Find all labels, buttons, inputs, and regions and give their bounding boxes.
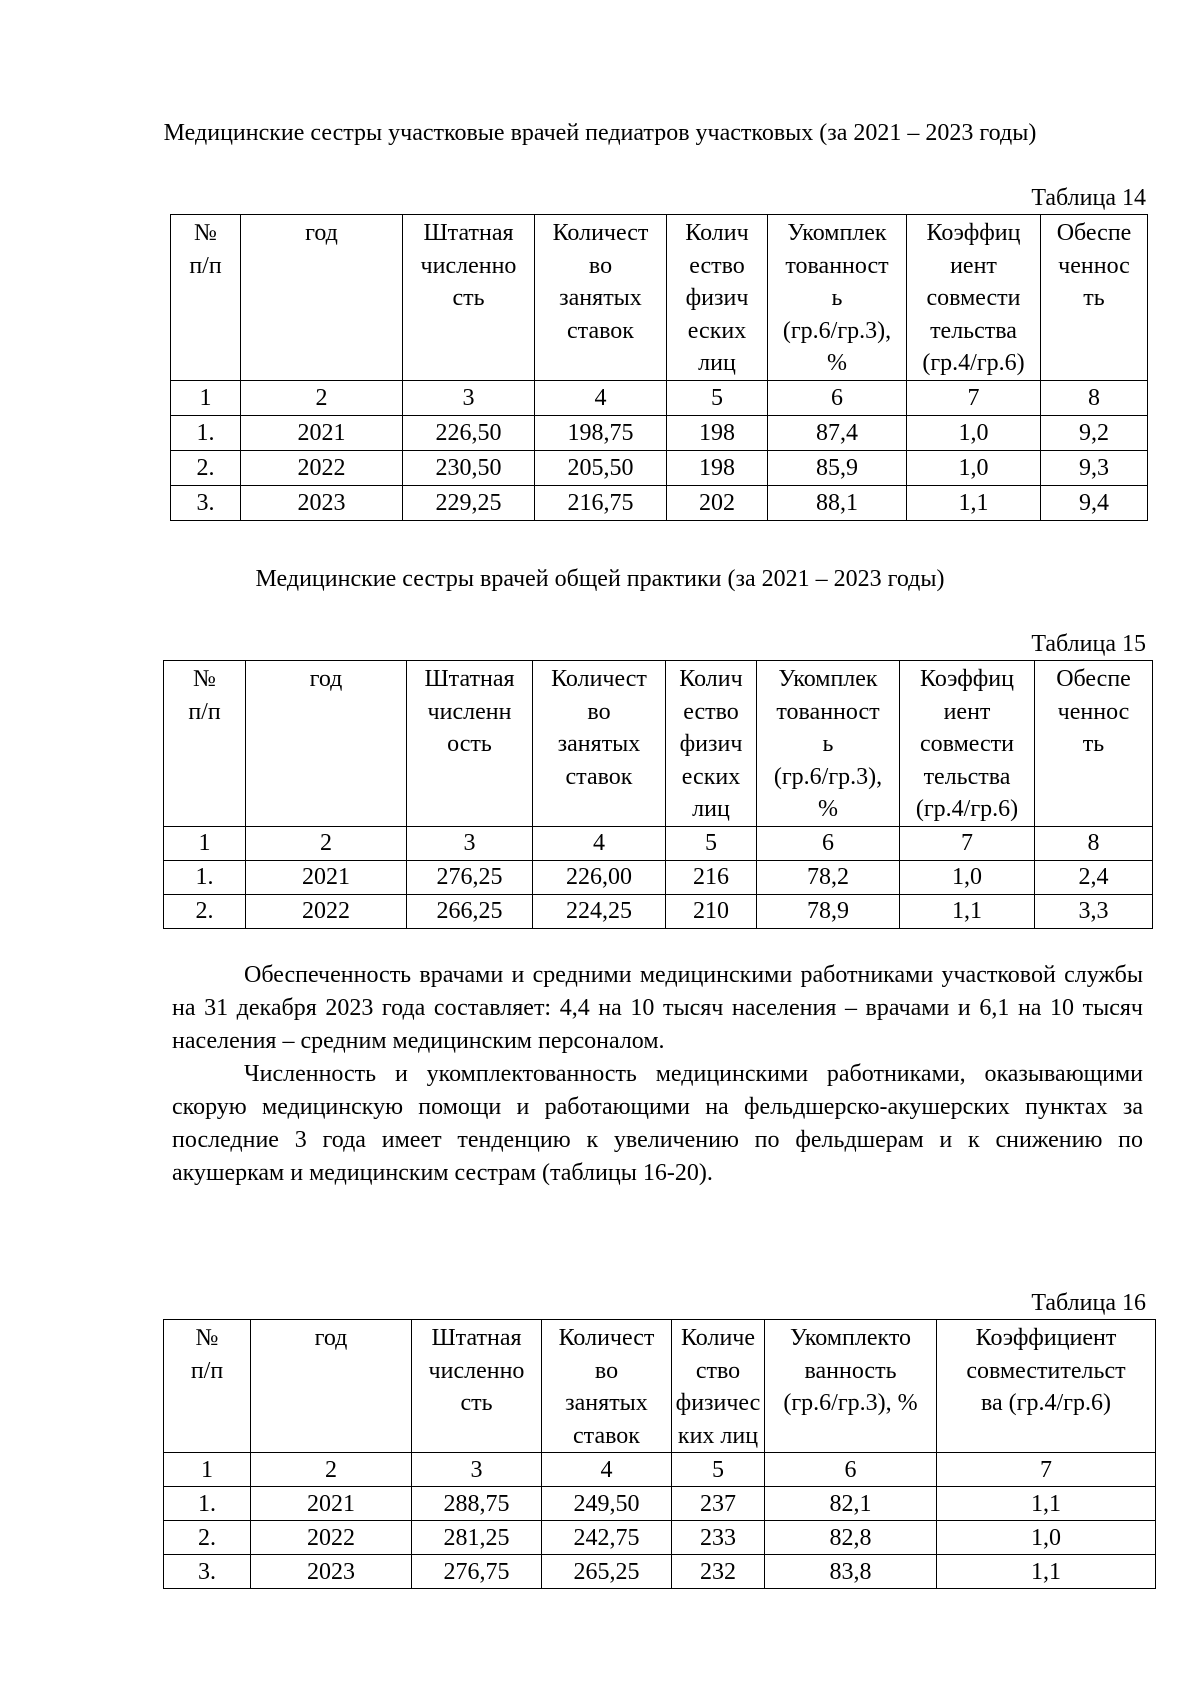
table-15-label: Таблица 15 bbox=[1031, 631, 1146, 657]
table-cell: 9,2 bbox=[1041, 415, 1148, 450]
table-cell: 2021 bbox=[246, 860, 407, 894]
table-cell: 237 bbox=[672, 1487, 765, 1521]
table-cell: 9,3 bbox=[1041, 450, 1148, 485]
column-header-line: Коэффициент bbox=[975, 1325, 1117, 1351]
column-number: 1 bbox=[164, 1453, 251, 1487]
table-cell: 82,8 bbox=[765, 1521, 937, 1555]
paragraph: Численность и укомплектованность медицинскими работниками, оказывающими скорую медицинскую помощи и работающими на фельдшерско-акушерских пунктах за последние 3 года имеет тенденцию к увеличению по фельдшерам и к снижению по акушеркам и медицинским сестрам (таблицы 16-20). bbox=[172, 1061, 1143, 1186]
column-header-line: ь bbox=[822, 731, 834, 757]
table-cell: 1. bbox=[164, 1487, 251, 1521]
table-row bbox=[164, 1487, 1156, 1521]
column-header-line: ченнос bbox=[1057, 698, 1130, 725]
table-row bbox=[164, 1521, 1156, 1555]
column-header-line: тованност bbox=[776, 698, 880, 725]
column-header-line: Укомплекто bbox=[789, 1325, 912, 1351]
table-cell: 1,0 bbox=[900, 860, 1035, 894]
table-cell: 216 bbox=[666, 860, 757, 894]
column-header-line: (гр.6/гр.3), bbox=[773, 763, 883, 790]
column-header-line: п/п bbox=[188, 698, 221, 725]
table-cell: 205,50 bbox=[535, 450, 667, 485]
column-number: 6 bbox=[757, 826, 900, 860]
header-row bbox=[171, 215, 1148, 381]
table-cell: 233 bbox=[672, 1521, 765, 1555]
table-cell: 1,1 bbox=[937, 1555, 1156, 1589]
table-cell: 266,25 bbox=[407, 894, 533, 928]
table-cell: 216,75 bbox=[535, 485, 667, 520]
table-cell: 88,1 bbox=[768, 485, 907, 520]
column-header bbox=[412, 1320, 542, 1453]
column-header-line: Укомплек bbox=[787, 220, 887, 246]
column-header-line: численно bbox=[420, 252, 517, 279]
table-cell: 242,75 bbox=[542, 1521, 672, 1555]
column-header bbox=[171, 215, 241, 381]
table-cell: 249,50 bbox=[542, 1487, 672, 1521]
table-cell: 1,0 bbox=[907, 415, 1041, 450]
table-row bbox=[171, 450, 1148, 485]
column-header-line: Количест bbox=[551, 666, 647, 692]
column-header-line: тованност bbox=[785, 252, 889, 279]
table-cell: 224,25 bbox=[533, 894, 666, 928]
column-header bbox=[937, 1320, 1156, 1453]
column-header-line: ких лиц bbox=[677, 1422, 759, 1449]
header-row bbox=[164, 1320, 1156, 1453]
column-header-line: Коэффиц bbox=[926, 220, 1021, 246]
table-cell: 87,4 bbox=[768, 415, 907, 450]
column-number: 3 bbox=[403, 380, 535, 415]
column-header-line: физичес bbox=[675, 1390, 761, 1416]
table-cell: 276,75 bbox=[412, 1555, 542, 1589]
header-row bbox=[164, 661, 1153, 827]
column-header bbox=[666, 661, 757, 827]
column-header-line: % bbox=[818, 796, 838, 822]
column-header-line: (гр.6/гр.3), % bbox=[783, 1390, 918, 1416]
column-header-line: Количест bbox=[552, 220, 649, 246]
column-header-line: ставок bbox=[573, 1422, 640, 1449]
column-header-line: ставок bbox=[565, 763, 633, 790]
column-header bbox=[533, 661, 666, 827]
table-cell: 2022 bbox=[241, 450, 403, 485]
column-header-line: во bbox=[594, 1357, 619, 1384]
column-header-line: % bbox=[827, 350, 847, 376]
table-cell: 276,25 bbox=[407, 860, 533, 894]
table-row bbox=[164, 894, 1153, 928]
column-header-line: ество bbox=[683, 698, 739, 725]
table-cell: 78,2 bbox=[757, 860, 900, 894]
column-number: 3 bbox=[407, 826, 533, 860]
table-cell: 83,8 bbox=[765, 1555, 937, 1589]
column-number: 1 bbox=[171, 380, 241, 415]
table-cell: 198 bbox=[667, 415, 768, 450]
column-number: 7 bbox=[907, 380, 1041, 415]
table-cell: 2. bbox=[171, 450, 241, 485]
table-15 bbox=[163, 660, 1153, 929]
column-number: 7 bbox=[900, 826, 1035, 860]
column-number: 5 bbox=[666, 826, 757, 860]
column-header-line: численн bbox=[427, 698, 512, 725]
column-header-line: Количе bbox=[680, 1325, 756, 1351]
column-header-line: № bbox=[194, 220, 217, 246]
column-number: 1 bbox=[164, 826, 246, 860]
column-header-line: иент bbox=[943, 698, 991, 725]
column-header bbox=[542, 1320, 672, 1453]
table-16 bbox=[163, 1319, 1156, 1589]
column-header-line: ь bbox=[831, 285, 843, 311]
table-cell: 288,75 bbox=[412, 1487, 542, 1521]
table-cell: 229,25 bbox=[403, 485, 535, 520]
column-header bbox=[246, 661, 407, 827]
column-header-line: Укомплек bbox=[778, 666, 878, 692]
table-cell: 2. bbox=[164, 1521, 251, 1555]
column-header bbox=[251, 1320, 412, 1453]
column-header bbox=[241, 215, 403, 381]
table-cell: 78,9 bbox=[757, 894, 900, 928]
column-header-line: Количест bbox=[558, 1325, 655, 1351]
column-header-line: ченнос bbox=[1058, 252, 1130, 279]
column-header-line: Обеспе bbox=[1056, 666, 1131, 692]
column-header-line: Колич bbox=[685, 220, 749, 246]
paragraph: Обеспеченность врачами и средними медицинскими работниками участковой службы на 31 декабря 2023 года составляет: 4,4 на 10 тысяч населения – врачами и 6,1 на 10 тысяч населения – средним медицинским персоналом. bbox=[172, 962, 1143, 1054]
table-cell: 85,9 bbox=[768, 450, 907, 485]
column-header-line: ость bbox=[447, 731, 492, 757]
column-header-line: год bbox=[309, 666, 343, 692]
column-header-line: занятых bbox=[559, 285, 642, 311]
column-header-line: сть bbox=[452, 285, 485, 311]
column-header-line: занятых bbox=[565, 1390, 648, 1416]
column-header-line: № bbox=[193, 666, 216, 692]
column-header bbox=[667, 215, 768, 381]
column-header bbox=[672, 1320, 765, 1453]
column-number: 6 bbox=[765, 1453, 937, 1487]
column-header-line: Обеспе bbox=[1056, 220, 1132, 246]
column-header-line: совмести bbox=[920, 731, 1014, 757]
table-row bbox=[164, 1555, 1156, 1589]
column-number: 2 bbox=[251, 1453, 412, 1487]
table-cell: 230,50 bbox=[403, 450, 535, 485]
table-row bbox=[171, 485, 1148, 520]
column-header bbox=[407, 661, 533, 827]
table-15-title: Медицинские сестры врачей общей практики (за 2021 – 2023 годы) bbox=[255, 566, 945, 592]
column-header bbox=[907, 215, 1041, 381]
table-cell: 2021 bbox=[251, 1487, 412, 1521]
column-header-line: ство bbox=[695, 1357, 741, 1384]
column-number: 2 bbox=[241, 380, 403, 415]
table-cell: 226,50 bbox=[403, 415, 535, 450]
table-cell: 210 bbox=[666, 894, 757, 928]
column-header bbox=[1035, 661, 1153, 827]
table-cell: 198,75 bbox=[535, 415, 667, 450]
table-14-label: Таблица 14 bbox=[1031, 185, 1146, 211]
column-number-row bbox=[171, 380, 1148, 415]
table-cell: 2021 bbox=[241, 415, 403, 450]
column-number: 8 bbox=[1041, 380, 1148, 415]
column-header-line: Штатная bbox=[423, 220, 514, 246]
table-cell: 265,25 bbox=[542, 1555, 672, 1589]
table-cell: 82,1 bbox=[765, 1487, 937, 1521]
table-row bbox=[164, 860, 1153, 894]
column-header bbox=[757, 661, 900, 827]
column-header-line: ть bbox=[1083, 285, 1105, 311]
column-header-line: (гр.6/гр.3), bbox=[782, 317, 892, 344]
column-header-line: еских bbox=[687, 317, 747, 344]
column-number: 3 bbox=[412, 1453, 542, 1487]
column-header-line: п/п bbox=[189, 252, 222, 279]
column-header-line: (гр.4/гр.6) bbox=[922, 350, 1025, 376]
column-header-line: Штатная bbox=[424, 666, 515, 692]
table-14-title: Медицинские сестры участковые врачей педиатров участковых (за 2021 – 2023 годы) bbox=[163, 120, 1037, 146]
table-16-label: Таблица 16 bbox=[1031, 1290, 1146, 1316]
column-header-line: физич bbox=[685, 285, 749, 311]
table-cell: 2022 bbox=[251, 1521, 412, 1555]
table-cell: 1,0 bbox=[907, 450, 1041, 485]
column-header-line: физич bbox=[679, 731, 743, 757]
column-number: 4 bbox=[542, 1453, 672, 1487]
column-number: 8 bbox=[1035, 826, 1153, 860]
column-header bbox=[164, 661, 246, 827]
column-header-line: лиц bbox=[692, 796, 730, 822]
table-cell: 232 bbox=[672, 1555, 765, 1589]
column-number: 5 bbox=[667, 380, 768, 415]
table-cell: 1,0 bbox=[937, 1521, 1156, 1555]
table-cell: 281,25 bbox=[412, 1521, 542, 1555]
column-header-line: Коэффиц bbox=[920, 666, 1014, 692]
column-header-line: совмести bbox=[926, 285, 1021, 311]
table-cell: 2022 bbox=[246, 894, 407, 928]
column-header bbox=[403, 215, 535, 381]
column-header-line: еских bbox=[681, 763, 741, 790]
column-header bbox=[1041, 215, 1148, 381]
column-header-line: Штатная bbox=[431, 1325, 522, 1351]
column-header bbox=[765, 1320, 937, 1453]
column-header-line: № bbox=[195, 1325, 219, 1351]
column-header-line: год bbox=[305, 220, 338, 246]
column-header-line: п/п bbox=[190, 1357, 224, 1384]
column-number-row bbox=[164, 826, 1153, 860]
column-header-line: тельства bbox=[923, 763, 1011, 790]
table-cell: 2023 bbox=[251, 1555, 412, 1589]
table-cell: 202 bbox=[667, 485, 768, 520]
table-cell: 1,1 bbox=[907, 485, 1041, 520]
column-header-line: во bbox=[588, 252, 613, 279]
table-cell: 9,4 bbox=[1041, 485, 1148, 520]
table-cell: 3. bbox=[164, 1555, 251, 1589]
column-header-line: иент bbox=[950, 252, 997, 279]
column-header-line: совместительст bbox=[966, 1357, 1126, 1384]
table-cell: 1. bbox=[171, 415, 241, 450]
body-text bbox=[172, 959, 1143, 1190]
column-header-line: занятых bbox=[557, 731, 641, 757]
table-cell: 2. bbox=[164, 894, 246, 928]
column-number: 4 bbox=[533, 826, 666, 860]
column-header-line: год bbox=[314, 1325, 348, 1351]
column-header bbox=[164, 1320, 251, 1453]
column-header-line: во bbox=[587, 698, 611, 725]
table-cell: 3,3 bbox=[1035, 894, 1153, 928]
column-header-line: ставок bbox=[567, 317, 634, 344]
column-number: 7 bbox=[937, 1453, 1156, 1487]
column-header bbox=[535, 215, 667, 381]
column-number: 4 bbox=[535, 380, 667, 415]
column-header-line: ванность bbox=[804, 1357, 897, 1384]
column-number: 5 bbox=[672, 1453, 765, 1487]
table-cell: 2,4 bbox=[1035, 860, 1153, 894]
column-header bbox=[768, 215, 907, 381]
column-header-line: лиц bbox=[698, 350, 736, 376]
column-number: 6 bbox=[768, 380, 907, 415]
column-header-line: тельства bbox=[930, 317, 1017, 344]
column-number-row bbox=[164, 1453, 1156, 1487]
table-14 bbox=[170, 214, 1148, 521]
column-header bbox=[900, 661, 1035, 827]
table-row bbox=[171, 415, 1148, 450]
column-header-line: (гр.4/гр.6) bbox=[915, 796, 1019, 822]
table-cell: 3. bbox=[171, 485, 241, 520]
column-header-line: сть bbox=[460, 1390, 493, 1416]
table-cell: 1,1 bbox=[937, 1487, 1156, 1521]
table-cell: 226,00 bbox=[533, 860, 666, 894]
column-header-line: ть bbox=[1082, 731, 1105, 757]
column-number: 2 bbox=[246, 826, 407, 860]
column-header-line: ество bbox=[689, 252, 745, 279]
table-cell: 198 bbox=[667, 450, 768, 485]
column-header-line: численно bbox=[428, 1357, 525, 1384]
column-header-line: Колич bbox=[679, 666, 743, 692]
column-header-line: ва (гр.4/гр.6) bbox=[980, 1390, 1111, 1416]
table-cell: 1,1 bbox=[900, 894, 1035, 928]
table-cell: 1. bbox=[164, 860, 246, 894]
table-cell: 2023 bbox=[241, 485, 403, 520]
